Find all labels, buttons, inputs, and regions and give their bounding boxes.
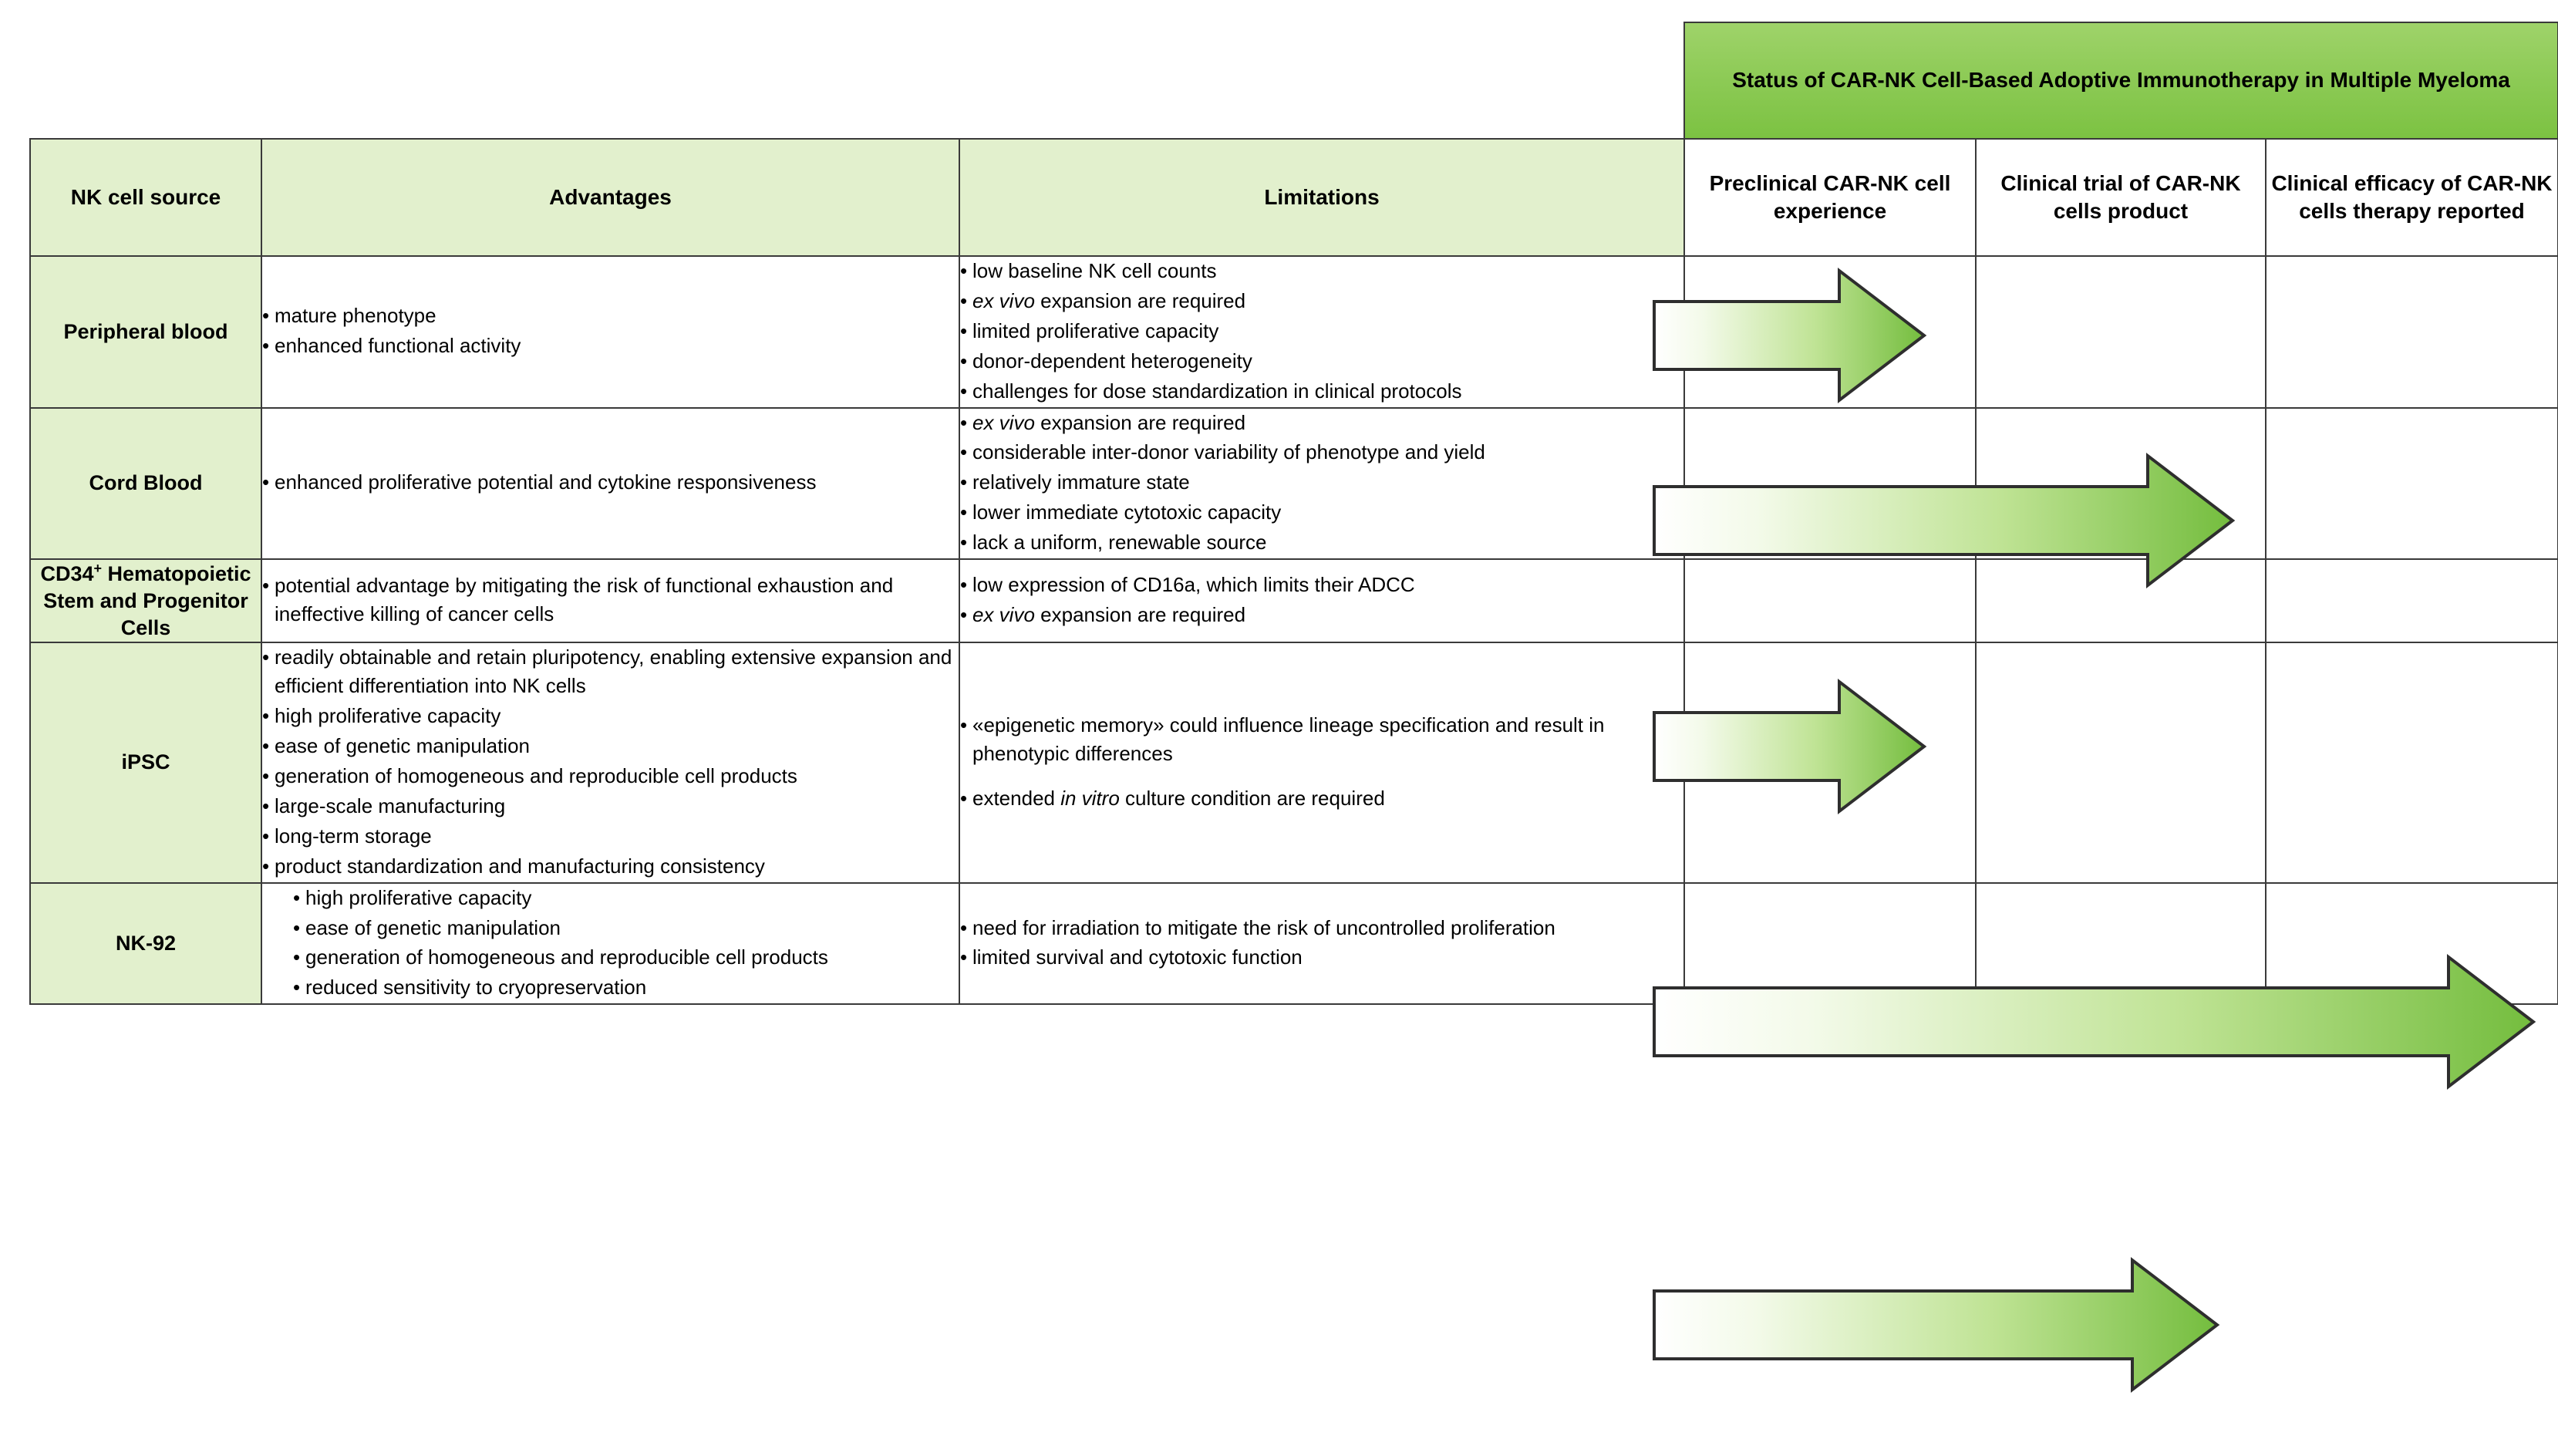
limitations-list <box>960 914 1683 972</box>
limitations-list <box>960 409 1683 558</box>
row-source-peripheral-blood: Peripheral blood <box>30 256 261 408</box>
status-preclinical-ipsc <box>1684 642 1976 882</box>
car-nk-comparison-table <box>29 22 2558 1005</box>
list-item: • lack a uniform, renewable source <box>960 528 1683 557</box>
list-item: • generation of homogeneous and reproducible cell products <box>293 943 959 972</box>
row-limitations-nk92 <box>959 883 1684 1005</box>
arrow-nk92 <box>1654 1260 2217 1390</box>
advantages-list <box>262 302 959 360</box>
list-item: • low baseline NK cell counts <box>960 257 1683 285</box>
list-item: • ex vivo expansion are required <box>960 409 1683 437</box>
status-efficacy-peripheral-blood <box>2266 256 2558 408</box>
list-item: • «epigenetic memory» could influence lineage specification and result in phenotypic differences <box>960 711 1683 768</box>
banner-spacer-advantages <box>261 22 959 139</box>
status-efficacy-nk92 <box>2266 883 2558 1005</box>
list-item: • mature phenotype <box>262 302 959 330</box>
status-banner-title: Status of CAR-NK Cell-Based Adoptive Immunotherapy in Multiple Myeloma <box>1684 22 2558 139</box>
row-advantages-peripheral-blood <box>261 256 959 408</box>
table-row <box>30 256 2558 408</box>
list-item: • considerable inter-donor variability of phenotype and yield <box>960 438 1683 467</box>
header-advantages: Advantages <box>261 139 959 256</box>
advantages-list <box>262 468 959 497</box>
banner-spacer-source <box>30 22 261 139</box>
row-source-cord-blood: Cord Blood <box>30 408 261 560</box>
list-item: • generation of homogeneous and reproducible cell products <box>262 762 959 790</box>
header-clinical-trial: Clinical trial of CAR-NK cells product <box>1976 139 2266 256</box>
table-row <box>30 559 2558 642</box>
row-limitations-cord-blood <box>959 408 1684 560</box>
header-preclinical-experience: Preclinical CAR-NK cell experience <box>1684 139 1976 256</box>
list-item: • low expression of CD16a, which limits their ADCC <box>960 571 1683 599</box>
status-efficacy-cord-blood <box>2266 408 2558 560</box>
status-trial-peripheral-blood <box>1976 256 2266 408</box>
advantages-list <box>262 643 959 880</box>
row-limitations-ipsc <box>959 642 1684 882</box>
list-item: • ease of genetic manipulation <box>293 914 959 942</box>
status-preclinical-cord-blood <box>1684 408 1976 560</box>
status-preclinical-peripheral-blood <box>1684 256 1976 408</box>
row-advantages-nk92 <box>261 883 959 1005</box>
table-row <box>30 883 2558 1005</box>
status-efficacy-ipsc <box>2266 642 2558 882</box>
table-row <box>30 642 2558 882</box>
list-item: • large-scale manufacturing <box>262 792 959 821</box>
limitations-list <box>960 257 1683 406</box>
advantages-list <box>262 571 959 629</box>
status-trial-cd34-hspc <box>1976 559 2266 642</box>
row-advantages-ipsc <box>261 642 959 882</box>
cd34-superscript: + <box>93 561 102 577</box>
status-efficacy-cd34-hspc <box>2266 559 2558 642</box>
limitations-list <box>960 571 1683 629</box>
row-advantages-cord-blood <box>261 408 959 560</box>
advantages-list <box>293 884 959 1003</box>
list-item: • lower immediate cytotoxic capacity <box>960 498 1683 527</box>
status-preclinical-cd34-hspc <box>1684 559 1976 642</box>
row-source-cd34-hspc: CD34+ Hematopoietic Stem and Progenitor Cells <box>30 559 261 642</box>
list-item: • readily obtainable and retain pluripotency, enabling extensive expansion and efficient differentiation into NK cells <box>262 643 959 700</box>
status-trial-ipsc <box>1976 642 2266 882</box>
row-source-ipsc: iPSC <box>30 642 261 882</box>
list-item: • ex vivo expansion are required <box>960 287 1683 315</box>
list-item: • product standardization and manufacturing consistency <box>262 852 959 881</box>
list-item: • challenges for dose standardization in clinical protocols <box>960 377 1683 406</box>
row-advantages-cd34-hspc <box>261 559 959 642</box>
list-item: • enhanced functional activity <box>262 332 959 360</box>
list-item: • limited proliferative capacity <box>960 317 1683 345</box>
row-limitations-cd34-hspc <box>959 559 1684 642</box>
status-trial-cord-blood <box>1976 408 2266 560</box>
banner-spacer-limitations <box>959 22 1684 139</box>
list-item: • extended in vitro culture condition are required <box>960 784 1683 813</box>
header-nk-cell-source: NK cell source <box>30 139 261 256</box>
list-item: • relatively immature state <box>960 468 1683 497</box>
list-item: • need for irradiation to mitigate the risk of uncontrolled proliferation <box>960 914 1683 942</box>
list-item: • high proliferative capacity <box>293 884 959 912</box>
list-item: • long-term storage <box>262 822 959 851</box>
header-clinical-efficacy: Clinical efficacy of CAR-NK cells therapy reported <box>2266 139 2558 256</box>
table-row <box>30 408 2558 560</box>
list-item: • enhanced proliferative potential and cytokine responsiveness <box>262 468 959 497</box>
list-item: • donor-dependent heterogeneity <box>960 347 1683 376</box>
list-item: • potential advantage by mitigating the risk of functional exhaustion and ineffective killing of cancer cells <box>262 571 959 629</box>
list-item: • reduced sensitivity to cryopreservation <box>293 973 959 1002</box>
status-trial-nk92 <box>1976 883 2266 1005</box>
header-limitations: Limitations <box>959 139 1684 256</box>
list-item: • ease of genetic manipulation <box>262 732 959 760</box>
row-source-nk92: NK-92 <box>30 883 261 1005</box>
banner-row <box>30 22 2558 139</box>
header-row <box>30 139 2558 256</box>
status-preclinical-nk92 <box>1684 883 1976 1005</box>
list-item: • limited survival and cytotoxic function <box>960 943 1683 972</box>
limitations-list <box>960 711 1683 814</box>
list-item: • ex vivo expansion are required <box>960 601 1683 629</box>
row-limitations-peripheral-blood <box>959 256 1684 408</box>
list-item: • high proliferative capacity <box>262 702 959 730</box>
